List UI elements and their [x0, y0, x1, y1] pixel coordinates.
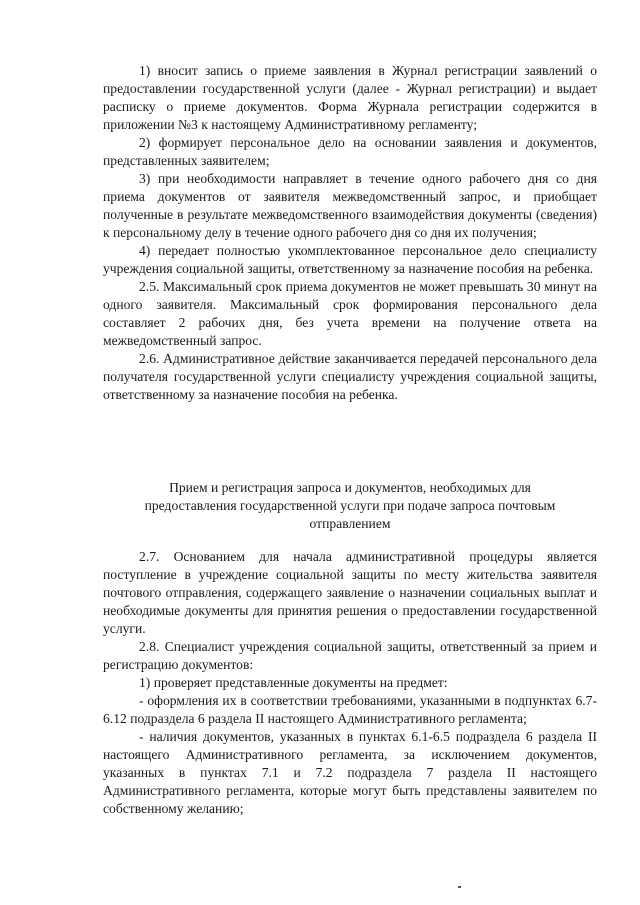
paragraph-item-3: 3) при необходимости направляет в течение одного рабочего дня со дня приема документов от заявителя межведомственный запрос, и приобщает полученные в результате межведомственного взаимодействия документы (сведения) к персональному делу в течение одного рабочего дня со дня их получения; [103, 171, 597, 240]
heading-line-1: Прием и регистрация запроса и документов, необходимых для [169, 480, 531, 495]
paragraphs-block-2 [103, 548, 597, 818]
paragraph-item-4: 4) передает полностью укомплектованное персональное дело специалисту учреждения социальной защиты, ответственному за назначение пособия на ребенка. [103, 243, 597, 276]
paragraph-item-2: 2) формирует персональное дело на основании заявления и документов, представленных заявителем; [103, 135, 597, 168]
paragraph-2-7: 2.7. Основанием для начала административной процедуры является поступление в учреждение социальной защиты по месту жительства заявителя почтового отправления, содержащего заявление о назначении социальных выплат и необходимые документы для принятия решения о предоставлении государственной услуги. [103, 549, 597, 636]
paragraph-2-6: 2.6. Административное действие заканчивается передачей персонального дела получателя государственной услуги специалисту учреждения социальной защиты, ответственному за назначение пособия на ребенка. [103, 351, 597, 402]
section-heading [110, 479, 590, 533]
scan-speck [458, 886, 461, 888]
paragraph-bullet-presence: - наличия документов, указанных в пунктах 6.1-6.5 подраздела 6 раздела II настоящего Административного регламента, за исключением документов, указанных в пунктах 7.1 и 7.2 подраздела 7 раздела II настоящего Административного регламента, которые могут быть представлены заявителем по собственному желанию; [103, 729, 597, 816]
heading-line-3: отправлением [309, 516, 391, 531]
paragraph-2-8: 2.8. Специалист учреждения социальной защиты, ответственный за прием и регистрацию документов: [103, 639, 597, 672]
paragraph-item-1: 1) вносит запись о приеме заявления в Журнал регистрации заявлений о предоставлении государственной услуги (далее - Журнал регистрации) и выдает расписку о приеме документов. Форма Журнала регистрации содержится в приложении №3 к настоящему Административному регламенту; [103, 63, 597, 132]
paragraphs-block-1 [103, 62, 597, 404]
paragraph-check-documents: 1) проверяет представленные документы на предмет: [139, 675, 448, 690]
paragraph-bullet-formatting: - оформления их в соответствии требованиями, указанными в подпунктах 6.7-6.12 подраздела 6 раздела II настоящего Административного регламента; [103, 693, 597, 726]
paragraph-2-5: 2.5. Максимальный срок приема документов не может превышать 30 минут на одного заявителя. Максимальный срок формирования персонального дела составляет 2 рабочих дня, без учета времени на получение ответа на межведомственный запрос. [103, 279, 597, 348]
heading-line-2: предоставления государственной услуги при подаче запроса почтовым [144, 498, 556, 513]
